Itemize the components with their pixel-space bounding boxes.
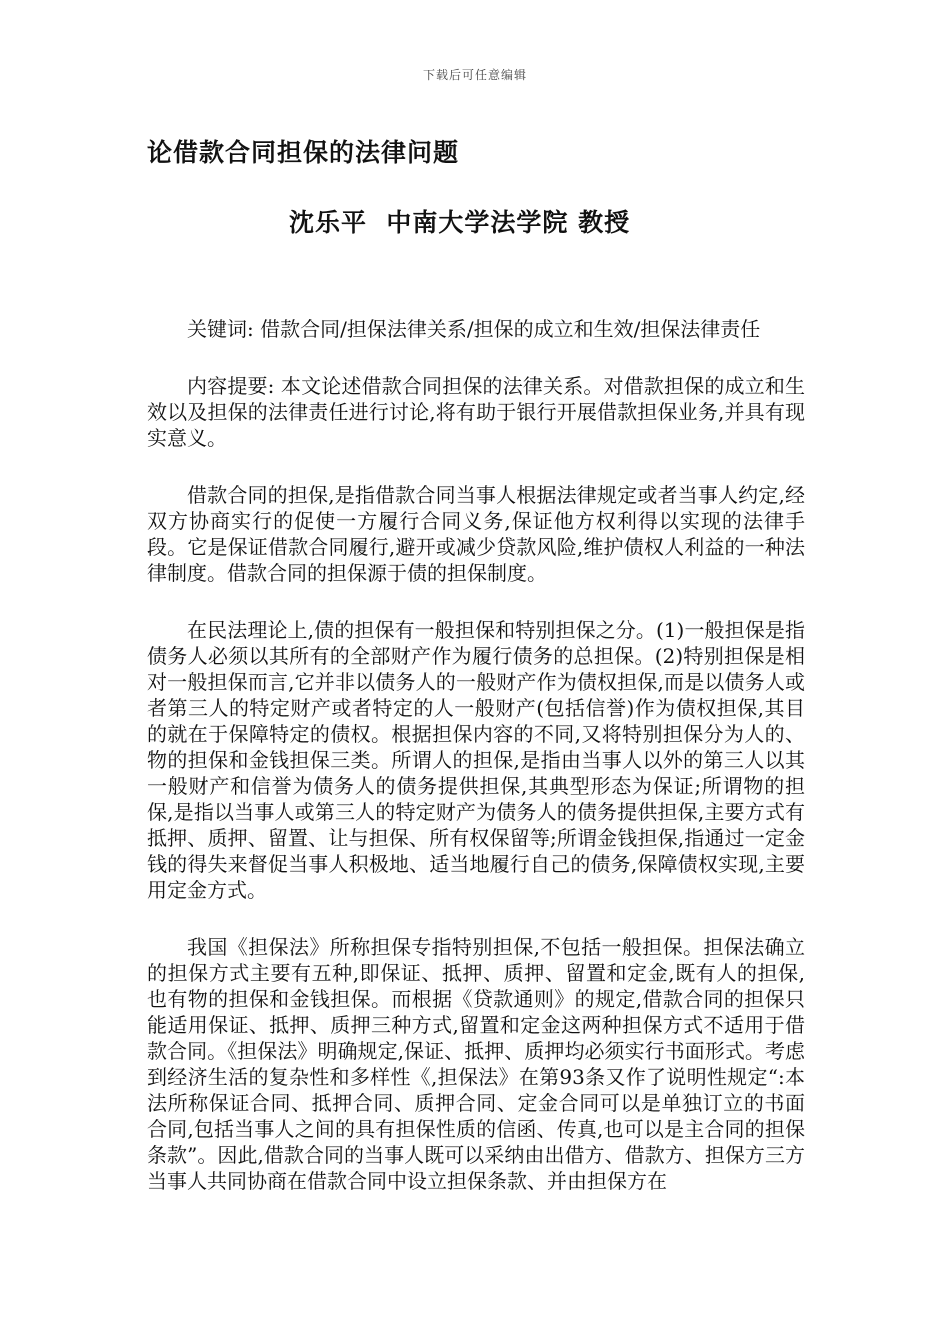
article-title: 论借款合同担保的法律问题 xyxy=(147,138,460,167)
body-paragraph: 在民法理论上,债的担保有一般担保和特别担保之分。(1)一般担保是指债务人必须以其所有的全部财产作为履行债务的总担保。(2)特别担保是相对一般担保而言,它并非以债务人的一般财产作为债权担保,而是以债务人或者第三人的特定财产或者特定的人一般财产(包括信誉)作为债权担保,其目的就在于保障特定的债权。根据担保内容的不同,又将特别担保分为人的、物的担保和金钱担保三类。所谓人的担保,是指由当事人以外的第三人以其一般财产和信誉为债务人的债务提供担保,其典型形态为保证;所谓物的担保,是指以当事人或第三人的特定财产为债务人的债务提供担保,主要方式有抵押、质押、留置、让与担保、所有权保留等;所谓金钱担保,指通过一定金钱的得失来督促当事人积极地、适当地履行自己的债务,保障债权实现,主要用定金方式。 xyxy=(147,618,805,902)
header-note: 下载后可任意编辑 xyxy=(422,68,527,82)
author-line: 沈乐平 中南大学法学院 教授 xyxy=(289,208,631,237)
body-paragraph: 借款合同的担保,是指借款合同当事人根据法律规定或者当事人约定,经双方协商实行的促使一方履行合同义务,保证他方权利得以实现的法律手段。它是保证借款合同履行,避开或减少贷款风险,维护债权人利益的一种法律制度。借款合同的担保源于债的担保制度。 xyxy=(147,483,805,585)
article-body xyxy=(147,316,805,1225)
keywords-paragraph: 关键词: 借款合同/担保法律关系/担保的成立和生效/担保法律责任 xyxy=(187,317,761,341)
body-paragraph: 我国《担保法》所称担保专指特别担保,不包括一般担保。担保法确立的担保方式主要有五种,即保证、抵押、质押、留置和定金,既有人的担保,也有物的担保和金钱担保。而根据《贷款通则》的规定,借款合同的担保只能适用保证、抵押、质押三种方式,留置和定金这两种担保方式不适用于借款合同。《担保法》明确规定,保证、抵押、质押均必须实行书面形式。考虑到经济生活的复杂性和多样性《,担保法》在第93条又作了说明性规定“:本法所称保证合同、抵押合同、质押合同、定金合同可以是单独订立的书面合同,包括当事人之间的具有担保性质的信函、传真,也可以是主合同的担保条款”。因此,借款合同的当事人既可以采纳由出借方、借款方、担保方三方当事人共同协商在借款合同中设立担保条款、并由担保方在 xyxy=(147,935,805,1193)
abstract-paragraph: 内容提要: 本文论述借款合同担保的法律关系。对借款担保的成立和生效以及担保的法律责任进行讨论,将有助于银行开展借款担保业务,并具有现实意义。 xyxy=(147,374,805,450)
